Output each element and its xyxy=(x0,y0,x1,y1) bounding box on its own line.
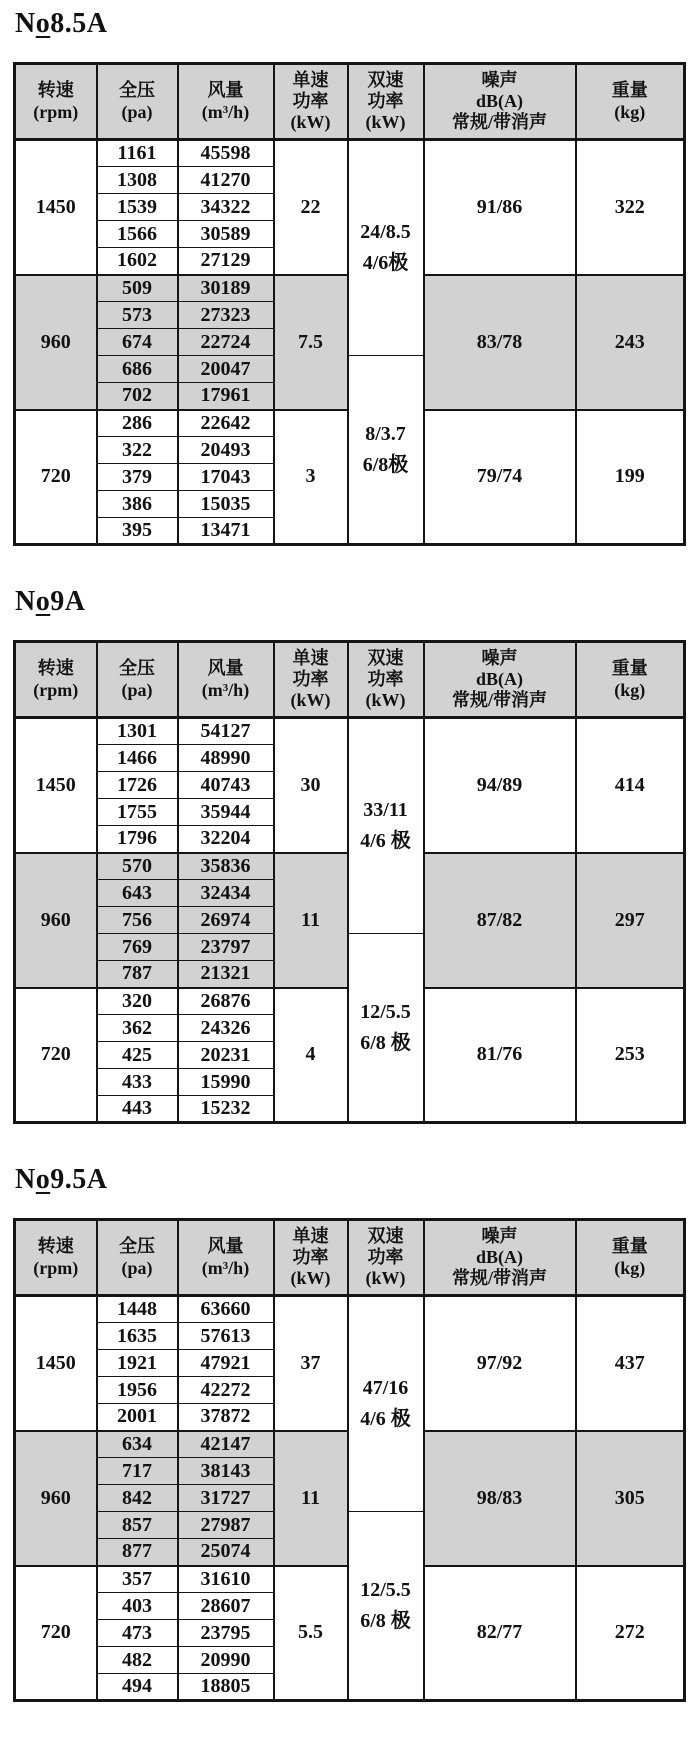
pressure-cell: 395 xyxy=(97,518,178,545)
dual-power-cell xyxy=(348,718,424,934)
pressure-cell: 686 xyxy=(97,356,178,383)
flow-cell: 35944 xyxy=(178,799,274,826)
pressure-cell: 403 xyxy=(97,1593,178,1620)
dual-power-line: 47/16 xyxy=(362,1377,409,1399)
rpm-cell: 960 xyxy=(15,1431,97,1566)
column-header-noise xyxy=(424,64,576,140)
single-power-cell: 7.5 xyxy=(274,275,348,410)
weight-cell: 253 xyxy=(576,988,685,1123)
pressure-cell: 357 xyxy=(97,1566,178,1593)
column-header-line: 转速 xyxy=(37,80,74,101)
flow-cell: 20990 xyxy=(178,1647,274,1674)
pressure-cell: 1956 xyxy=(97,1377,178,1404)
pressure-cell: 1921 xyxy=(97,1350,178,1377)
table-title xyxy=(15,1164,700,1196)
noise-cell: 87/82 xyxy=(424,853,576,988)
column-header-line: dB(A) xyxy=(475,1246,523,1267)
rpm-cell: 720 xyxy=(15,988,97,1123)
dual-power-line: 6/8极 xyxy=(362,453,409,476)
flow-cell: 24326 xyxy=(178,1015,274,1042)
pressure-cell: 1308 xyxy=(97,167,178,194)
pressure-cell: 702 xyxy=(97,383,178,410)
flow-cell: 63660 xyxy=(178,1296,274,1323)
flow-cell: 20231 xyxy=(178,1042,274,1069)
header-row xyxy=(15,64,685,140)
flow-cell: 42147 xyxy=(178,1431,274,1458)
column-header-speed xyxy=(15,64,97,140)
pressure-cell: 386 xyxy=(97,491,178,518)
column-header-line: 噪声 xyxy=(481,1225,518,1246)
dual-power-line: 12/5.5 xyxy=(360,1000,411,1023)
spec-section xyxy=(13,586,700,1124)
flow-cell: 42272 xyxy=(178,1377,274,1404)
pressure-cell: 322 xyxy=(97,437,178,464)
table-row xyxy=(15,718,685,745)
pressure-cell: 857 xyxy=(97,1512,178,1539)
pressure-cell: 787 xyxy=(97,961,178,988)
column-header-line: 全压 xyxy=(119,658,155,679)
flow-cell: 27129 xyxy=(178,248,274,275)
column-header-line: (kW) xyxy=(290,690,331,711)
column-header-speed xyxy=(15,642,97,718)
column-header-pressure xyxy=(97,1220,178,1296)
pressure-cell: 433 xyxy=(97,1069,178,1096)
flow-cell: 41270 xyxy=(178,167,274,194)
table-title xyxy=(15,8,700,40)
column-header-line: 功率 xyxy=(292,1246,329,1267)
flow-cell: 15035 xyxy=(178,491,274,518)
single-power-cell: 11 xyxy=(274,853,348,988)
spec-table xyxy=(13,1218,686,1702)
column-header-line: 转速 xyxy=(37,658,74,679)
flow-cell: 26974 xyxy=(178,907,274,934)
column-header-line: (m³/h) xyxy=(201,679,250,700)
flow-cell: 37872 xyxy=(178,1404,274,1431)
column-header-line: 常规/带消声 xyxy=(451,690,547,711)
pressure-cell: 756 xyxy=(97,907,178,934)
pressure-cell: 1755 xyxy=(97,799,178,826)
column-header-line: (kW) xyxy=(365,1268,406,1289)
column-header-line: (m³/h) xyxy=(201,101,250,122)
dual-power-line: 4/6极 xyxy=(362,252,409,274)
flow-cell: 27987 xyxy=(178,1512,274,1539)
column-header-line: 重量 xyxy=(611,658,648,679)
column-header-weight xyxy=(576,642,685,718)
pressure-cell: 634 xyxy=(97,1431,178,1458)
pressure-cell: 1602 xyxy=(97,248,178,275)
single-power-cell: 11 xyxy=(274,1431,348,1566)
column-header-line: 重量 xyxy=(611,1236,648,1257)
spec-table xyxy=(13,640,686,1124)
column-header-line: 双速 xyxy=(367,1225,404,1246)
weight-cell: 272 xyxy=(576,1566,685,1701)
weight-cell: 297 xyxy=(576,853,685,988)
column-header-line: 功率 xyxy=(367,90,404,111)
flow-cell: 57613 xyxy=(178,1323,274,1350)
flow-cell: 47921 xyxy=(178,1350,274,1377)
dual-power-cell xyxy=(348,356,424,545)
column-header-line: (kg) xyxy=(614,101,646,122)
column-header-line: (pa) xyxy=(121,1257,153,1278)
column-header-pressure xyxy=(97,642,178,718)
flow-cell: 26876 xyxy=(178,988,274,1015)
title-n: N xyxy=(15,8,36,39)
rpm-cell: 1450 xyxy=(15,1296,97,1431)
pressure-cell: 643 xyxy=(97,880,178,907)
column-header-line: 单速 xyxy=(292,69,329,90)
column-header-line: (kg) xyxy=(614,1257,646,1278)
single-power-cell: 5.5 xyxy=(274,1566,348,1701)
dual-power-line: 33/11 xyxy=(363,799,408,821)
column-header-line: (pa) xyxy=(121,101,153,122)
spec-section xyxy=(13,1164,700,1702)
pressure-cell: 1448 xyxy=(97,1296,178,1323)
pressure-cell: 573 xyxy=(97,302,178,329)
rpm-cell: 1450 xyxy=(15,140,97,275)
column-header-line: 双速 xyxy=(367,69,404,90)
column-header-noise xyxy=(424,1220,576,1296)
pressure-cell: 443 xyxy=(97,1096,178,1123)
spec-section xyxy=(13,8,700,546)
pressure-cell: 494 xyxy=(97,1674,178,1701)
column-header-line: (kW) xyxy=(290,112,331,133)
noise-cell: 82/77 xyxy=(424,1566,576,1701)
pressure-cell: 674 xyxy=(97,329,178,356)
flow-cell: 20493 xyxy=(178,437,274,464)
column-header-dual-power xyxy=(348,642,424,718)
column-header-line: (kW) xyxy=(365,690,406,711)
dual-power-line: 24/8.5 xyxy=(360,221,411,243)
noise-cell: 94/89 xyxy=(424,718,576,853)
dual-power-cell xyxy=(348,1512,424,1701)
table-row xyxy=(15,1296,685,1323)
pressure-cell: 1161 xyxy=(97,140,178,167)
column-header-line: (kW) xyxy=(365,112,406,133)
pressure-cell: 1466 xyxy=(97,745,178,772)
weight-cell: 243 xyxy=(576,275,685,410)
pressure-cell: 717 xyxy=(97,1458,178,1485)
title-model: 8.5A xyxy=(50,8,108,39)
flow-cell: 25074 xyxy=(178,1539,274,1566)
pressure-cell: 1726 xyxy=(97,772,178,799)
dual-power-line: 6/8 极 xyxy=(360,1031,411,1054)
rpm-cell: 720 xyxy=(15,1566,97,1701)
flow-cell: 30189 xyxy=(178,275,274,302)
column-header-single-power xyxy=(274,1220,348,1296)
pressure-cell: 362 xyxy=(97,1015,178,1042)
column-header-line: 噪声 xyxy=(481,69,518,90)
title-n: N xyxy=(15,586,36,617)
flow-cell: 15232 xyxy=(178,1096,274,1123)
pressure-cell: 425 xyxy=(97,1042,178,1069)
pressure-cell: 1539 xyxy=(97,194,178,221)
header-row xyxy=(15,1220,685,1296)
column-header-line: 功率 xyxy=(367,1246,404,1267)
flow-cell: 32434 xyxy=(178,880,274,907)
column-header-weight xyxy=(576,1220,685,1296)
flow-cell: 48990 xyxy=(178,745,274,772)
column-header-line: 功率 xyxy=(367,668,404,689)
flow-cell: 17043 xyxy=(178,464,274,491)
title-o: o xyxy=(35,8,51,39)
column-header-pressure xyxy=(97,64,178,140)
weight-cell: 414 xyxy=(576,718,685,853)
pressure-cell: 2001 xyxy=(97,1404,178,1431)
weight-cell: 305 xyxy=(576,1431,685,1566)
column-header-flow xyxy=(178,64,274,140)
column-header-line: (rpm) xyxy=(33,679,79,700)
column-header-speed xyxy=(15,1220,97,1296)
column-header-line: (kW) xyxy=(290,1268,331,1289)
spec-table xyxy=(13,62,686,546)
column-header-line: (m³/h) xyxy=(201,1257,250,1278)
dual-power-line: 8/3.7 xyxy=(365,422,406,445)
column-header-line: 全压 xyxy=(119,80,155,101)
flow-cell: 28607 xyxy=(178,1593,274,1620)
flow-cell: 34322 xyxy=(178,194,274,221)
title-model: 9.5A xyxy=(50,1164,108,1195)
column-header-flow xyxy=(178,642,274,718)
pressure-cell: 877 xyxy=(97,1539,178,1566)
pressure-cell: 1635 xyxy=(97,1323,178,1350)
noise-cell: 98/83 xyxy=(424,1431,576,1566)
header-row xyxy=(15,642,685,718)
column-header-line: 常规/带消声 xyxy=(451,1268,547,1289)
column-header-line: (rpm) xyxy=(33,1257,79,1278)
flow-cell: 13471 xyxy=(178,518,274,545)
flow-cell: 40743 xyxy=(178,772,274,799)
noise-cell: 81/76 xyxy=(424,988,576,1123)
title-o: o xyxy=(35,586,51,617)
flow-cell: 45598 xyxy=(178,140,274,167)
dual-power-cell xyxy=(348,140,424,356)
rpm-cell: 960 xyxy=(15,275,97,410)
rpm-cell: 720 xyxy=(15,410,97,545)
table-row xyxy=(15,140,685,167)
column-header-line: 功率 xyxy=(292,90,329,111)
noise-cell: 79/74 xyxy=(424,410,576,545)
flow-cell: 54127 xyxy=(178,718,274,745)
pressure-cell: 769 xyxy=(97,934,178,961)
weight-cell: 437 xyxy=(576,1296,685,1431)
column-header-weight xyxy=(576,64,685,140)
pressure-cell: 286 xyxy=(97,410,178,437)
pressure-cell: 1301 xyxy=(97,718,178,745)
dual-power-line: 12/5.5 xyxy=(360,1578,411,1601)
flow-cell: 21321 xyxy=(178,961,274,988)
title-n: N xyxy=(15,1164,36,1195)
column-header-line: (pa) xyxy=(121,679,153,700)
pressure-cell: 509 xyxy=(97,275,178,302)
column-header-dual-power xyxy=(348,1220,424,1296)
column-header-line: 全压 xyxy=(119,1236,155,1257)
rpm-cell: 1450 xyxy=(15,718,97,853)
title-model: 9A xyxy=(50,586,86,617)
dual-power-line: 4/6 极 xyxy=(360,830,411,852)
column-header-noise xyxy=(424,642,576,718)
column-header-line: 功率 xyxy=(292,668,329,689)
weight-cell: 199 xyxy=(576,410,685,545)
column-header-single-power xyxy=(274,642,348,718)
pressure-cell: 1566 xyxy=(97,221,178,248)
flow-cell: 22724 xyxy=(178,329,274,356)
single-power-cell: 4 xyxy=(274,988,348,1123)
flow-cell: 32204 xyxy=(178,826,274,853)
flow-cell: 23795 xyxy=(178,1620,274,1647)
column-header-line: (kg) xyxy=(614,679,646,700)
single-power-cell: 30 xyxy=(274,718,348,853)
column-header-line: dB(A) xyxy=(475,90,523,111)
dual-power-line: 4/6 极 xyxy=(360,1408,411,1430)
table-title xyxy=(15,586,700,618)
flow-cell: 15990 xyxy=(178,1069,274,1096)
flow-cell: 22642 xyxy=(178,410,274,437)
title-o: o xyxy=(35,1164,51,1195)
column-header-line: 常规/带消声 xyxy=(451,112,547,133)
single-power-cell: 37 xyxy=(274,1296,348,1431)
single-power-cell: 3 xyxy=(274,410,348,545)
column-header-line: 单速 xyxy=(292,1225,329,1246)
single-power-cell: 22 xyxy=(274,140,348,275)
column-header-single-power xyxy=(274,64,348,140)
column-header-line: dB(A) xyxy=(475,668,523,689)
flow-cell: 17961 xyxy=(178,383,274,410)
pressure-cell: 1796 xyxy=(97,826,178,853)
column-header-line: 重量 xyxy=(611,80,648,101)
column-header-flow xyxy=(178,1220,274,1296)
dual-power-cell xyxy=(348,934,424,1123)
flow-cell: 20047 xyxy=(178,356,274,383)
flow-cell: 38143 xyxy=(178,1458,274,1485)
dual-power-cell xyxy=(348,1296,424,1512)
dual-power-line: 6/8 极 xyxy=(360,1609,411,1632)
column-header-line: 双速 xyxy=(367,647,404,668)
column-header-line: 风量 xyxy=(207,1236,244,1257)
column-header-line: 转速 xyxy=(37,1236,74,1257)
column-header-dual-power xyxy=(348,64,424,140)
rpm-cell: 960 xyxy=(15,853,97,988)
flow-cell: 31610 xyxy=(178,1566,274,1593)
pressure-cell: 473 xyxy=(97,1620,178,1647)
column-header-line: 风量 xyxy=(207,80,244,101)
column-header-line: 噪声 xyxy=(481,647,518,668)
column-header-line: (rpm) xyxy=(33,101,79,122)
weight-cell: 322 xyxy=(576,140,685,275)
pressure-cell: 482 xyxy=(97,1647,178,1674)
flow-cell: 35836 xyxy=(178,853,274,880)
pressure-cell: 570 xyxy=(97,853,178,880)
flow-cell: 18805 xyxy=(178,1674,274,1701)
flow-cell: 23797 xyxy=(178,934,274,961)
pressure-cell: 842 xyxy=(97,1485,178,1512)
noise-cell: 97/92 xyxy=(424,1296,576,1431)
flow-cell: 31727 xyxy=(178,1485,274,1512)
noise-cell: 83/78 xyxy=(424,275,576,410)
pressure-cell: 379 xyxy=(97,464,178,491)
column-header-line: 单速 xyxy=(292,647,329,668)
flow-cell: 27323 xyxy=(178,302,274,329)
noise-cell: 91/86 xyxy=(424,140,576,275)
pressure-cell: 320 xyxy=(97,988,178,1015)
flow-cell: 30589 xyxy=(178,221,274,248)
column-header-line: 风量 xyxy=(207,658,244,679)
